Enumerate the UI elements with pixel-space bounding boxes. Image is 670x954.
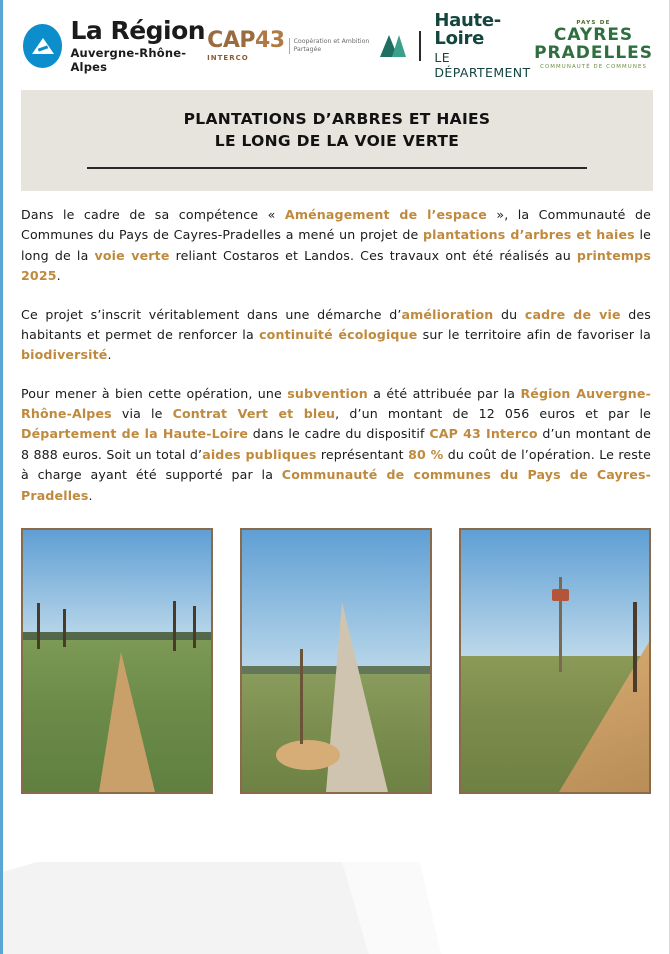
haute-loire-subtitle: LE DÉPARTEMENT <box>434 50 531 80</box>
cap43-number: 43 <box>254 28 285 53</box>
logo-cap43 <box>207 30 380 62</box>
paragraph-3 <box>21 384 651 506</box>
body-text: des habitants et permet de renforcer la <box>21 306 651 342</box>
title-line-1: PLANTATIONS D’ARBRES ET HAIES <box>183 110 491 128</box>
page-title <box>31 108 643 153</box>
photo-2 <box>240 528 432 794</box>
body-text: a été attribuée par la <box>367 385 521 401</box>
body-text: . <box>107 347 112 363</box>
divider <box>419 31 422 61</box>
highlighted-text: biodiversité <box>21 347 108 363</box>
body-content <box>3 191 669 506</box>
highlighted-text: 80 % <box>408 446 444 462</box>
highlighted-text: Communauté de communes du Pays de Cayres-Pradelles <box>21 467 651 503</box>
body-text: , d’un montant de 12 056 euros et par le <box>335 406 651 422</box>
photo-1 <box>21 528 213 794</box>
title-line-2: LE LONG DE LA VOIE VERTE <box>214 132 460 151</box>
highlighted-text: Aménagement de l’espace <box>284 206 487 222</box>
cayres-top-label: PAYS DE <box>576 20 611 27</box>
highlighted-text: printemps 2025 <box>21 247 651 284</box>
cap43-wordmark <box>207 30 284 52</box>
body-text: sur le territoire afin de favoriser la <box>417 326 651 342</box>
footer-decoration <box>3 862 670 954</box>
highlighted-text: amélioration <box>401 306 494 322</box>
highlighted-text: voie verte <box>94 247 170 263</box>
body-text: . <box>56 268 61 284</box>
cayres-subtitle: COMMUNAUTÉ DE COMMUNES <box>540 63 647 70</box>
cayres-name-line2: PRADELLES <box>534 43 654 64</box>
region-logo-subtitle: Auvergne-Rhône-Alpes <box>70 46 187 74</box>
logo-haute-loire <box>380 12 534 80</box>
double-triangle-icon <box>380 35 406 57</box>
haute-loire-name: Haute-Loire <box>434 10 501 49</box>
cap43-tagline: Coopération et Ambition Partagée <box>289 38 380 55</box>
body-text: Dans le cadre de sa compétence « <box>21 206 285 222</box>
highlighted-text: Département de la Haute-Loire <box>21 426 249 442</box>
body-text: . <box>88 487 93 503</box>
logo-bar <box>3 0 669 86</box>
cap43-name: CAP <box>207 28 255 53</box>
body-text: représentant <box>316 446 409 462</box>
body-text: du coût de l’opération. Le reste à charge ayant été supporté par la <box>21 446 651 483</box>
region-logo-name: La Région <box>70 16 206 45</box>
paragraph-2 <box>21 305 651 366</box>
logo-cayres-pradelles <box>534 21 653 70</box>
highlighted-text: subvention <box>287 385 368 401</box>
highlighted-text: Région Auvergne-Rhône-Alpes <box>21 385 651 422</box>
highlighted-text: aides publiques <box>202 446 317 462</box>
body-text: Pour mener à bien cette opération, une <box>21 385 288 401</box>
mountain-circle-icon <box>23 24 62 68</box>
cayres-name-line1: CAYRES <box>553 25 634 46</box>
photo-3 <box>459 528 651 794</box>
body-text: Ce projet s’inscrit véritablement dans une démarche d’ <box>21 306 402 322</box>
body-text: du <box>493 306 525 322</box>
highlighted-text: plantations d’arbres et haies <box>423 227 635 243</box>
body-text: dans le cadre du dispositif <box>248 426 430 442</box>
body-text: via le <box>111 406 173 422</box>
title-underline <box>87 167 587 169</box>
highlighted-text: cadre de vie <box>524 306 621 322</box>
logo-region-auvergne-rhone-alpes <box>23 18 207 74</box>
highlighted-text: continuité écologique <box>259 326 418 342</box>
title-banner <box>21 90 653 191</box>
highlighted-text: Contrat Vert et bleu <box>172 406 336 422</box>
body-text: le long de la <box>21 227 652 263</box>
body-text: reliant Costaros et Landos. Ces travaux ont été réalisés au <box>169 247 577 263</box>
cap43-label: INTERCO <box>207 54 249 62</box>
body-text: », la Communauté de Communes du Pays de Cayres-Pradelles a mené un projet de <box>21 206 651 243</box>
highlighted-text: CAP 43 Interco <box>429 426 538 442</box>
body-text: d’un montant de 8 888 euros. Soit un total d’ <box>21 426 652 462</box>
photo-row <box>3 524 669 794</box>
paragraph-1 <box>21 205 651 287</box>
